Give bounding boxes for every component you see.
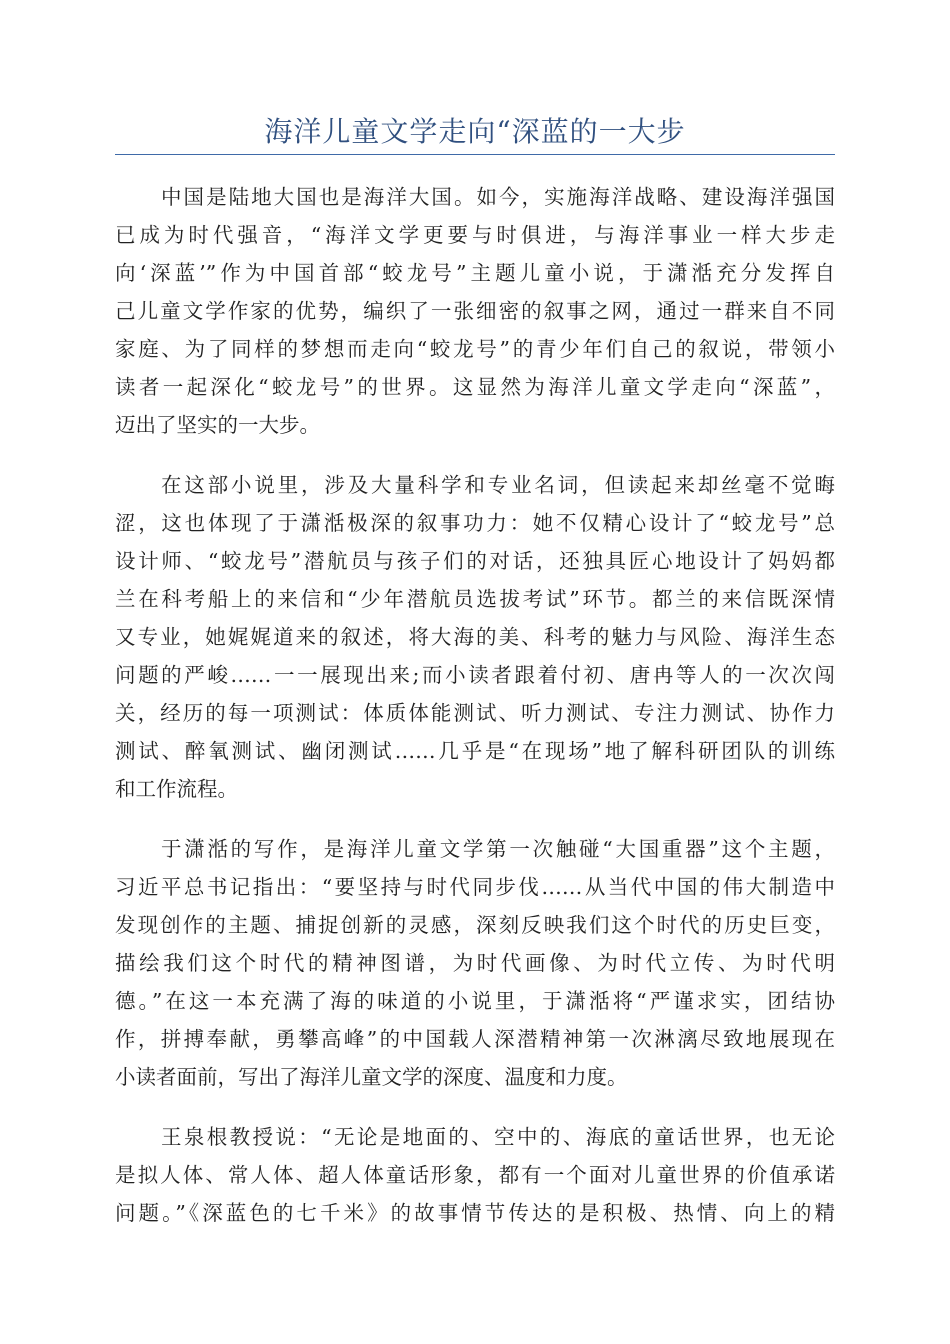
title-underline	[115, 154, 835, 155]
text-line: 小读者面前，写出了海洋儿童文学的深度、温度和力度。	[115, 1065, 628, 1089]
text-line: 涩，这也体现了于潇湉极深的叙事功力：她不仅精心设计了“蛟龙号”总	[115, 511, 835, 535]
text-line: 向‘深蓝’”作为中国首部“蛟龙号”主题儿童小说，于潇湉充分发挥自	[115, 261, 835, 285]
paragraph-1	[115, 178, 835, 444]
text-line: 中国是陆地大国也是海洋大国。如今，实施海洋战略、建设海洋强国	[161, 185, 835, 209]
text-line: 已成为时代强音，“海洋文学更要与时俱进，与海洋事业一样大步走	[115, 223, 835, 247]
text-line: 德。”在这一本充满了海的味道的小说里，于潇湉将“严谨求实，团结协	[115, 989, 835, 1013]
paragraph-4	[115, 1118, 835, 1232]
text-line: 习近平总书记指出：“要坚持与时代同步伐……从当代中国的伟大制造中	[115, 875, 835, 899]
article-body	[115, 178, 835, 1254]
text-line: 描绘我们这个时代的精神图谱，为时代画像、为时代立传、为时代明	[115, 951, 835, 975]
text-line: 兰在科考船上的来信和“少年潜航员选拔考试”环节。都兰的来信既深情	[115, 587, 835, 611]
paragraph-3	[115, 830, 835, 1096]
text-line: 是拟人体、常人体、超人体童话形象，都有一个面对儿童世界的价值承诺	[115, 1163, 835, 1187]
text-line: 在这部小说里，涉及大量科学和专业名词，但读起来却丝毫不觉晦	[161, 473, 835, 497]
text-line: 读者一起深化“蛟龙号”的世界。这显然为海洋儿童文学走向“深蓝”，	[115, 375, 835, 399]
text-line: 迈出了坚实的一大步。	[115, 413, 320, 437]
text-line: 发现创作的主题、捕捉创新的灵感，深刻反映我们这个时代的历史巨变，	[115, 913, 835, 937]
text-line: 又专业，她娓娓道来的叙述，将大海的美、科考的魅力与风险、海洋生态	[115, 625, 835, 649]
text-line: 测试、醉氧测试、幽闭测试……几乎是“在现场”地了解科研团队的训练	[115, 739, 835, 763]
text-line: 作，拼搏奉献，勇攀高峰”的中国载人深潜精神第一次淋漓尽致地展现在	[115, 1027, 835, 1051]
text-line: 设计师、“蛟龙号”潜航员与孩子们的对话，还独具匠心地设计了妈妈都	[115, 549, 835, 573]
document-title: 海洋儿童文学走向“深蓝的一大步	[264, 115, 686, 148]
text-line: 关，经历的每一项测试：体质体能测试、听力测试、专注力测试、协作力	[115, 701, 835, 725]
text-line: 于潇湉的写作，是海洋儿童文学第一次触碰“大国重器”这个主题，	[161, 837, 835, 861]
text-line: 家庭、为了同样的梦想而走向“蛟龙号”的青少年们自己的叙说，带领小	[115, 337, 835, 361]
text-line: 王泉根教授说：“无论是地面的、空中的、海底的童话世界，也无论	[161, 1125, 835, 1149]
paragraph-2	[115, 466, 835, 808]
text-line: 问题的严峻……一一展现出来;而小读者跟着付初、唐冉等人的一次次闯	[115, 663, 835, 687]
text-line: 和工作流程。	[115, 777, 238, 801]
text-line: 问题。”《深蓝色的七千米》的故事情节传达的是积极、热情、向上的精	[115, 1201, 835, 1225]
text-line: 己儿童文学作家的优势，编织了一张细密的叙事之网，通过一群来自不同	[115, 299, 835, 323]
